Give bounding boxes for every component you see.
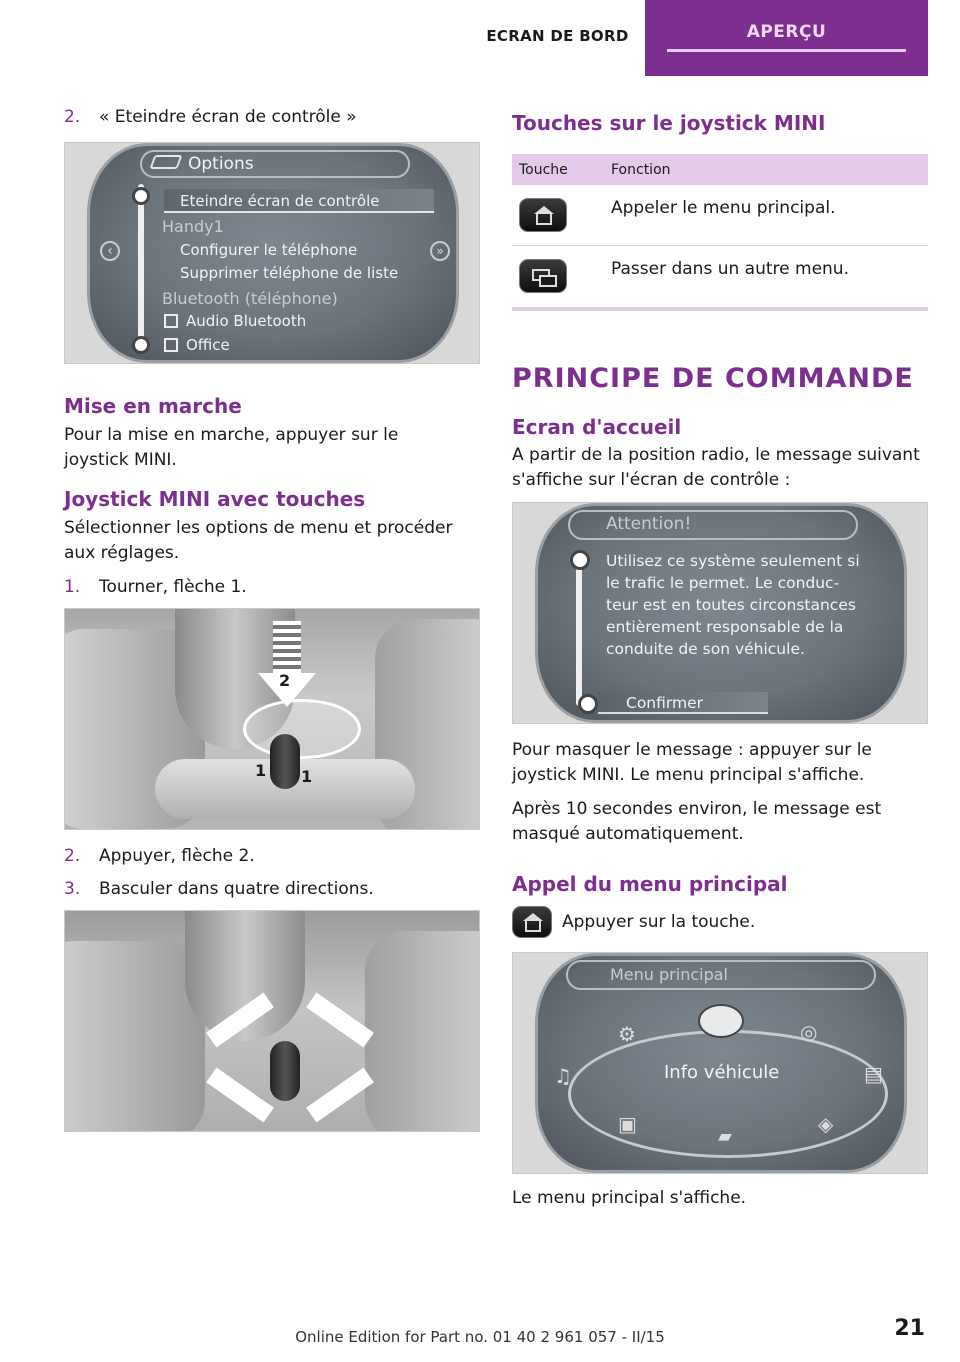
list-text: Tourner, flèche 1. bbox=[99, 577, 247, 597]
options-screen-figure bbox=[64, 142, 480, 364]
options-row[interactable]: Office bbox=[186, 336, 230, 354]
options-display bbox=[87, 143, 459, 363]
navigation-icon: ◈ bbox=[818, 1112, 834, 1136]
appel-text: Appuyer sur la touche. bbox=[562, 912, 756, 932]
keys-table bbox=[512, 154, 928, 311]
attention-title: Attention! bbox=[606, 514, 692, 534]
table-header: Fonction bbox=[604, 154, 928, 185]
options-row[interactable]: Supprimer téléphone de liste bbox=[180, 264, 399, 282]
right-column bbox=[512, 110, 928, 1220]
list-number: 2. bbox=[64, 107, 81, 127]
appel-row bbox=[512, 906, 928, 938]
list-number: 1. bbox=[64, 577, 81, 597]
mise-heading: Mise en marche bbox=[64, 394, 242, 418]
menu-center-label[interactable]: Info véhicule bbox=[664, 1062, 780, 1083]
home-key-icon bbox=[512, 906, 552, 938]
edition-footer: Online Edition for Part no. 01 40 2 961 057 - II/15 bbox=[295, 1328, 665, 1346]
options-row[interactable]: Audio Bluetooth bbox=[186, 312, 307, 330]
arrow-label: 1 bbox=[255, 761, 267, 780]
options-row[interactable]: Bluetooth (téléphone) bbox=[162, 289, 338, 308]
masquer-text: Pour masquer le message : appuyer sur le joystick MINI. Le menu principal s'affiche. bbox=[512, 740, 872, 785]
table-row bbox=[512, 185, 928, 245]
section-title bbox=[470, 0, 645, 60]
appel-heading: Appel du menu principal bbox=[512, 872, 788, 896]
joystick-heading: Joystick MINI avec touches bbox=[64, 487, 366, 511]
checkbox-icon bbox=[164, 314, 178, 328]
menu-screen-figure bbox=[512, 952, 928, 1174]
chapter-tab[interactable] bbox=[645, 0, 928, 76]
forward-arrow-icon: » bbox=[430, 241, 450, 261]
list-item bbox=[64, 575, 480, 599]
checkbox-icon bbox=[164, 338, 178, 352]
arrow-label: 1 bbox=[301, 767, 313, 786]
radio-icon: ▣ bbox=[618, 1112, 637, 1136]
music-icon: ♫ bbox=[554, 1064, 572, 1088]
list-text: Basculer dans quatre directions. bbox=[99, 879, 374, 899]
mise-text: Pour la mise en marche, appuyer sur le joystick MINI. bbox=[64, 425, 399, 470]
list-text: « Eteindre écran de contrôle » bbox=[99, 107, 357, 127]
principe-heading: PRINCIPE DE COMMANDE bbox=[512, 363, 914, 394]
table-header: Touche bbox=[512, 154, 604, 185]
apres-text: Après 10 secondes environ, le message est masqué automatiquement. bbox=[512, 799, 882, 844]
car-icon bbox=[698, 1004, 744, 1038]
list-number: 2. bbox=[64, 846, 81, 866]
joystick-tilt-photo bbox=[64, 910, 480, 1132]
attention-screen-figure bbox=[512, 502, 928, 724]
page-number: 21 bbox=[894, 1316, 925, 1341]
joystick-turn-photo bbox=[64, 608, 480, 830]
back-arrow-icon: ‹ bbox=[100, 241, 120, 261]
options-row[interactable]: Handy1 bbox=[162, 217, 224, 236]
options-row[interactable]: Configurer le téléphone bbox=[180, 241, 358, 259]
attention-display bbox=[535, 503, 907, 723]
phone-icon: ▰ bbox=[718, 1126, 732, 1147]
joystick-text: Sélectionner les options de menu et procéder aux réglages. bbox=[64, 518, 453, 563]
left-column bbox=[64, 105, 480, 1132]
final-text: Le menu principal s'affiche. bbox=[512, 1188, 747, 1208]
attention-line: entièrement responsable de la bbox=[606, 618, 844, 636]
attention-line: le trafic le permet. Le conduc- bbox=[606, 574, 840, 592]
options-title: Options bbox=[188, 154, 254, 174]
attention-line: teur est en toutes circonstances bbox=[606, 596, 856, 614]
table-cell: Appeler le menu principal. bbox=[604, 185, 928, 245]
touches-heading: Touches sur le joystick MINI bbox=[512, 111, 826, 135]
list-item bbox=[64, 844, 480, 868]
accueil-text: A partir de la position radio, le message suivant s'affiche sur l'écran de contrôle : bbox=[512, 445, 920, 490]
options-tab-icon bbox=[149, 155, 182, 169]
attention-line: Utilisez ce système seulement si bbox=[606, 552, 860, 570]
globe-icon: ◎ bbox=[800, 1020, 818, 1044]
switch-menu-key-icon bbox=[519, 259, 567, 293]
attention-line: conduite de son véhicule. bbox=[606, 640, 805, 658]
manual-icon: ▤ bbox=[864, 1062, 883, 1086]
section-title-label: ECRAN DE BORD bbox=[486, 27, 629, 45]
menu-display bbox=[535, 953, 907, 1173]
list-item bbox=[64, 105, 480, 129]
confirm-option[interactable]: Confirmer bbox=[626, 694, 704, 712]
home-key-icon bbox=[519, 198, 567, 232]
settings-icon: ⚙ bbox=[618, 1022, 636, 1046]
list-number: 3. bbox=[64, 879, 81, 899]
options-row-selected[interactable]: Eteindre écran de contrôle bbox=[180, 192, 380, 210]
table-row bbox=[512, 245, 928, 309]
menu-title: Menu principal bbox=[610, 965, 728, 984]
arrow-label: 2 bbox=[279, 671, 291, 690]
chapter-tab-label: APERÇU bbox=[746, 22, 827, 42]
accueil-heading: Ecran d'accueil bbox=[512, 415, 682, 439]
list-item bbox=[64, 877, 480, 901]
list-text: Appuyer, flèche 2. bbox=[99, 846, 255, 866]
table-cell: Passer dans un autre menu. bbox=[604, 245, 928, 309]
